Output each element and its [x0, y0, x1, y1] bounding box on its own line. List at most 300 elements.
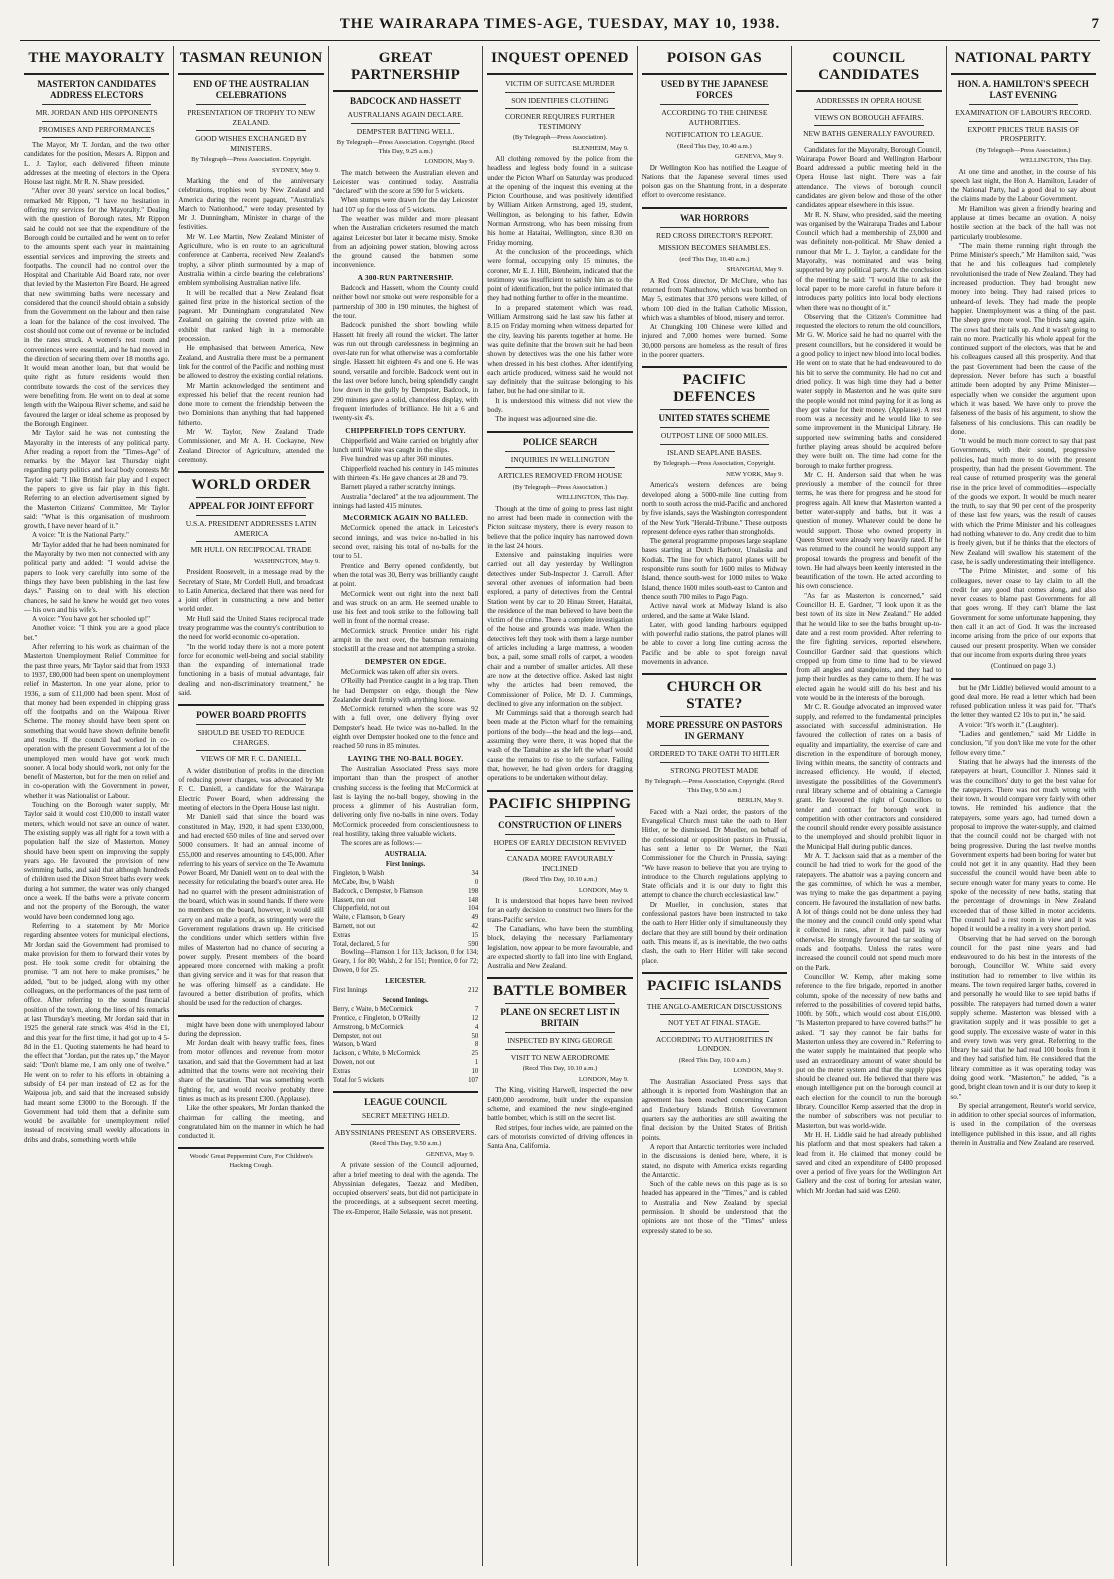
divider [351, 1124, 460, 1125]
paragraph: Barnett played a rather scratchy innings. [340, 483, 456, 492]
article-body [178, 177, 323, 465]
column-1 [20, 46, 174, 1566]
column-5 [638, 46, 792, 1566]
paragraph: The inquest was adjourned sine die. [495, 415, 597, 424]
score-row [333, 914, 478, 923]
paragraph: Marking the end of the anniversary celebrations, trophies won by New Zealand and America during the recent pageant, "Australia's March to Nationhood," were today presented by Mr J. Dunningham, Minister in charge of the festivities. [178, 177, 324, 232]
deck: EXAMINATION OF LABOUR'S RECORD. [955, 108, 1092, 117]
deck: PLANE ON SECRET LIST IN BRITAIN [500, 1007, 620, 1029]
paragraph: Mr Hull said the United States reciprocal trade treaty programme was the country's contribution to the need for world economic co-operation. [178, 614, 324, 642]
runs: 1 [474, 1058, 479, 1066]
deck: PROMISES AND PERFORMANCES [38, 124, 155, 134]
score-rows [333, 1006, 478, 1076]
columns [20, 46, 1100, 1566]
paragraph: Mr A. T. Jackson said that as a member of the council he had tried to work for the good of the ratepayers. The abattoir was a paying concern and the gas committee, of which he was a member, was trying to make the gas department a paying concern. He favoured the installation of new baths. A lot of things could not be done unless they had the money and the council could only spend what it collected in rates, after it had paid its way otherwise. He strongly favoured the tar sealing of roads and footpaths. Unless the rates were increased the council could not spend much more on the Park. [796, 852, 942, 972]
deck: CANADA MORE FAVOURABLY INCLINED [506, 854, 614, 873]
batsman: Dowen, not out [332, 1058, 375, 1066]
paragraph: "It would be much more correct to say that past Governments, with their sound, progressive policies, had much more to do with the present prosperity, than had the present Government. The real cause of returned prosperity was the general rise in the price level of commodities—especially of the goods we export. It would be much nearer the truth, to say that 90 per cent of the prosperity of these last few years, was the result of causes with which the Prime Minister and his colleagues had nothing whatever to do. Any credit due to him is freely given, but if he thinks that the electors of New Zealand will swallow his statement of the case, he is sadly underestimating their intelligence. [950, 437, 1096, 566]
paragraph: Mr C. H. Anderson said that when he was previously a member of the council for three terms, he was there for progress and he stood for progress again. All knew that Masterton wanted a better water-supply and baths, but it was a question of money. Whatever could be done he would support. Those who owned property in Queen Street were already very heavily rated. If he was returned to the council he would support any proposal towards the progress and benefit of the town. He had always been keenly interested in the beautification of the town. He acted according to his own conscience. [796, 470, 942, 591]
paragraph: At the conclusion of the proceedings, which were formal, occupying only 15 minutes, the coroner, Mr E. J. Hill, Blenheim, indicated that the testimony was insufficient to satisfy him as to the point of identification, but the police intimated that they had nothing further to offer in the meantime. [487, 247, 633, 303]
deck: UNITED STATES SCHEME [658, 413, 771, 424]
deck: HOPES OF EARLY DECISION REVIVED [493, 837, 627, 847]
divider [660, 745, 769, 746]
divider [660, 762, 769, 763]
score-team: LEICESTER. [385, 977, 426, 985]
paragraph: Prentice and Berry opened confidently, but when the total was 30, Berry was brilliantly caught at point. [332, 561, 479, 589]
batsman: McCabe, lbw, b Walsh [332, 878, 395, 886]
column-3 [329, 46, 483, 1566]
paragraph: Badcock and Hassett, whom the County could neither bowl nor smoke out were responsible for a partnership of 300 in 190 minutes, the highest of the tour. [332, 284, 479, 320]
divider [642, 972, 787, 974]
divider [178, 73, 323, 75]
credit-line: (By Telegraph—Press Association.) [512, 483, 608, 491]
paragraph: Badcock punished the short bowling while Hassett hit freely all round the wicket. The latter was run out through carelessness in beginning an over-late run for what otherwise was a comfortable single. Hassett hit eighteen 4's and one 6. He was sound, versatile and forcible. Badcock went out in the last over before lunch, being splendidly caught low down in the gully by Dempster, Badcock, in 290 minutes gave a solid, chanceless display, with frequent interludes of brilliance. He hit a 6 and twenty-six 4's. [332, 321, 479, 423]
paragraph: The King, visiting Harwell, inspected the new £400,000 aerodrome, built under the expansion scheme, and examined the new single-engined battle bomber, which is still on the secret list. [487, 1086, 633, 1123]
runs: 15 [471, 931, 479, 939]
deck: ACCORDING TO THE CHINESE AUTHORITIES. [661, 108, 768, 127]
score-row [333, 897, 478, 906]
divider [642, 207, 787, 209]
dateline: WASHINGTON, May 9. [254, 557, 320, 565]
divider [505, 108, 614, 109]
paragraph: Such of the cable news on this page as is so headed has appeared in the "Times," and is cabled to Australia and New Zealand by special permission. It should be understood that the opinions are not those of the "Times" unless expressly stated to be so. [641, 1180, 788, 1235]
divider [196, 515, 305, 516]
deck: MR HULL ON RECIPROCAL TRADE [190, 545, 312, 555]
headline-battle-bomber: BATTLE BOMBER [492, 983, 628, 1000]
paragraph: Australia "declared" at the tea adjournment. The innings had lasted 415 minutes. [332, 492, 479, 510]
deck: STRONG PROTEST MADE [670, 765, 759, 775]
paragraph: McCormick went out right into the next ball and was struck on an arm. He seemed unable to use his feet and took strike to the following ball well in front of the normal crease. [332, 589, 479, 626]
deck: SON IDENTIFIES CLOTHING [511, 95, 609, 105]
deck: AUSTRALIANS AGAIN DECLARE. [347, 110, 464, 119]
dateline: LONDON, May 9. [733, 1067, 784, 1075]
paragraph: McCormick struck Prentice under his right armpit in the next over, the batsman remaining stockstill at the crease and not attempting a stroke. [332, 626, 479, 654]
batsman: Prentice, c Fingleton, b O'Reilly [332, 1014, 421, 1022]
scorecard-leicester [333, 978, 478, 1086]
divider [178, 704, 323, 706]
deck: U.S.A. PRESIDENT ADDRESSES LATIN AMERICA [185, 519, 317, 538]
deck: ARTICLES REMOVED FROM HOUSE [497, 471, 623, 481]
bowling-figures: Bowling—Flamson 1 for 113; Jackson, 0 for 134; Geary, 1 for 80; Walsh, 2 for 151; Prentice, 0 for 72; Dowen, 0 for 25. [332, 949, 479, 974]
paragraph: A wider distribution of profits in the direction of reducing power charges, was advocated by Mr F. C. Daniell, a candidate for the Wairarapa Electric Power Board, when addressing the meeting of electors in the Opera House last night. [178, 766, 324, 813]
dateline: WELLINGTON, This Day. [1019, 157, 1092, 164]
deck: ABYSSINIANS PRESENT AS OBSERVERS. [334, 1127, 477, 1137]
runs: 0 [474, 878, 479, 886]
headline-national-party: NATIONAL PARTY [954, 50, 1092, 66]
paragraph: After referring to his work as chairman of the Masterton Unemployment Relief Committee for the past three years, Mr Taylor said that from 1933 to 1937, £80,000 had been spent on unemployment relief in Masterton. In one year alone, prior to 1936, a sum of £11,000 had been spent. Most of that money had been expended in chipping grass off the footpaths and on the Waipoua River Scheme. The money should have been spent on something that would have shown definite benefit and results. If the council had worked in co-operation with the present Government a lot of the unemployed men would have got work much sooner. A local body should work, not only for the benefit of Masterton, but for the men on relief and in co-operation with the Government in power, whether it was Nationalist or Labour. [24, 643, 170, 800]
paragraph: The general programme proposes large seaplane bases starting at Dutch Harbour, Unalaska and Kodiak. The line for which patrol planes will be responsible runs south for 1600 miles to Midway Island, thence south-west for 1000 miles to Wake Island, thence 1600 miles south-east to Canton and thence south 700 miles to Pago Pago. [641, 537, 788, 601]
divider [951, 678, 1096, 680]
paragraph: Mr W. Taylor, New Zealand Trade Commissioner, and Mr A. H. Cockayne, New Zealand Director of Agriculture, attended the ceremony. [178, 428, 324, 464]
divider [196, 724, 305, 725]
divider [505, 92, 614, 93]
headline-pacific-islands: PACIFIC ISLANDS [647, 977, 782, 994]
deck: ORDERED TO TAKE OATH TO HITLER [649, 749, 780, 759]
deck: INSPECTED BY KING GEORGE [507, 1036, 613, 1046]
paragraph: Mr C. R. Goudge advocated an improved water supply, and referred to the fundamental principles associated with successful administration. He favoured the collection of rates on a basis of equality and impartiality, the exercise of care and discretion in the expenditure of borough money, living within means, the sanctity of contracts and increased efficiency. He would, if elected, investigate the possibilities of the Government's rural library scheme and of obtaining a Carnegie grant. He favoured the right of Councillors to tender and contract for borough work in competition with other contractors and considered the council should render every possible assistance to the unemployed and should prohibit liquor in the Municipal Hall during public dances. [796, 703, 942, 851]
score-row [333, 1068, 478, 1077]
paragraph: Faced with a Nazi order, the pastors of the Evangelical Church must take the oath to Herr Hitler, or be dismissed. Dr Mueller, on behalf of the confessional or opposition pastors in Prussia, has sent a letter to Dr Werner, the Nazi Commissioner for the Church in Prussia, saying: "We have reason to believe that you are trying to introduce to the Church regulations applying to State officials and it is our duty to fight this attempt to chance the church ecclesiastical law." [641, 807, 788, 900]
headline-inquest-opened: INQUEST OPENED [491, 50, 629, 66]
paragraph: Stating that he always had the interests of the ratepayers at heart, Councillor J. Ninnes said it was the councillors' duty to get the best value for the ratepayers. There was not much wrong with their town. It would compare very fairly with other towns. He reminded his audience that the ratepayers, some years ago, had turned down a proposal to improve the water-supply, and claimed that the council could not be charged with not being progressive. During the last twelve months Government experts had been boring for water but could not get it in any quantity. Had they been successful the council would have been able to secure enough water for many years to come. He spoke of the necessity of new baths, stating that the percentage of drownings in New Zealand exceeded that of those killed in motor accidents. The council had a rest room in view and it was hoped it would be a reality in a very short period. [950, 757, 1096, 934]
paragraph: Mr Taylor said he was not contesting the Mayoralty in the interests of any political party. After reading a report from the "Times-Age" of remarks by the Mayor last Thursday night regarding party politics and local body contests Mr Taylor said: "I like British fair play and I expect the papers to give us fair play in this fight. Referring to an election advertisement signed by the Masterton Citizens' Committee, Mr Taylor said: "What is this organisation of mushroom growth, I have never heard of it." [24, 429, 170, 531]
paragraph: At Chungking 100 Chinese were killed and injured and 7,000 homes were burned. Some 30,000 persons are homeless as the result of fires in the poorer quarters. [641, 323, 788, 360]
divider [487, 790, 632, 792]
paragraph: Mr R. N. Shaw, who presided, said the meeting was organised by the Wairarapa Trades and Labour Council which had a membership of 23,000 and was definitely non-political. Mr Shaw denied a rumour that Mr L. J. Taylor, a candidate for the Mayoralty, was nominated and was being supported by any political party. At the conclusion of the meeting he said: "I would like to ask the local paper to be more careful in future before it introduces party politics into local body elections when there was no thought of it." [796, 210, 942, 312]
score-rows [333, 870, 478, 940]
headline-great-partnership: GREAT PARTNERSHIP [350, 50, 461, 83]
dateline: LONDON, May 9. [578, 1075, 629, 1083]
batsman: Waite, c Flamson, b Geary [332, 914, 406, 922]
article-body [487, 155, 632, 425]
divider [660, 409, 769, 410]
article-body [333, 437, 478, 511]
score-row [333, 888, 478, 897]
deck: MORE PRESSURE ON PASTORS IN GERMANY [646, 720, 783, 742]
headline-poison-gas: POISON GAS [666, 50, 762, 66]
divider [42, 137, 151, 138]
divider [814, 142, 923, 143]
runs: 42 [471, 922, 479, 930]
paragraph: Chipperfield reached his century in 145 minutes with thirteen 4's. He gave chances at 28 and 79. [332, 464, 479, 482]
dateline: LONDON, May 9. [578, 886, 629, 894]
paragraph: The weather was milder and more pleasant when the Australian cricketers resumed the match against Leicester but later it became misty. Smoke from an adjoining power station, blowing across the ground caused the batsmen some inconvenience. [332, 214, 479, 270]
paragraph: Mr H. H. Liddle said he had already published his platform and that most speakers had taken a lead from it. He claimed that money could be saved and cited an expenditure of £400 proposed over a period of five years for the Wellington Art Gallery and the cost of boring for artesian water, which Mr Jordan had said was £260. [796, 1130, 942, 1195]
divider [505, 850, 614, 851]
paragraph: A Red Cross director, Dr McClure, who has returned from Nanhuchow, which was bombed on May 5, estimates that 370 persons were killed, of whom 100 died in the Italian Catholic Mission, which was a shambles of blood, misery and terror. [641, 276, 788, 322]
divider [333, 90, 478, 92]
continued-notice: (Continued on page 3.) [990, 662, 1056, 671]
batsman: Chipperfield, not out [332, 905, 390, 913]
paragraph: Another voice: "I think you are a good place bet." [24, 624, 170, 642]
headline-league-council: LEAGUE COUNCIL [364, 1097, 447, 1108]
deck: INQUIRIES IN WELLINGTON [510, 454, 610, 464]
paragraph: Mr Jordan dealt with heavy traffic fees, fines from motor offences and revenue from motor taxation, and said that the Government had at last admitted that the towns were not receiving their share of the taxation. That was something worth fighting for, and would receive probably three times as much as its present £300. (Applause). [178, 1039, 324, 1103]
headline-tasman-reunion: TASMAN REUNION [179, 50, 323, 66]
divider [969, 121, 1078, 122]
paragraph: It will be recalled that a New Zealand float gained first prize in the historical section of the pageant. Mr Dunningham congratulated New Zealand on gaining the coveted prize with an exhibit that ranked high in a memorable procession. [178, 288, 324, 344]
dateline: GENEVA, May 9. [426, 1150, 475, 1158]
paragraph: "The Prime Minister, and some of his colleagues, never cease to lay claim to all the credit for any good that comes along, and also never ceases to blame past Governments for all that goes wrong. If they can't blame the last Government for some unfortunate happening, they then call it an act of God. It was the increased income arising from the price of our exports that caused our present prosperity. When we consider that our income from exports during three years [950, 567, 1096, 659]
masthead-title: THE WAIRARAPA TIMES-AGE, TUESDAY, MAY 10, 1938. [339, 16, 781, 32]
paragraph: At one time and another, in the course of his speech last night, the Hon A. Hamilton, Leader of the National Party, had a good deal to say about the claims made by the Labour Government. [950, 167, 1096, 204]
deck: MISSION BECOMES SHAMBLES. [658, 243, 771, 253]
dateline: BERLIN, May 9. [737, 797, 784, 805]
runs: 25 [471, 1050, 479, 1058]
column-2 [174, 46, 328, 1566]
paragraph: Mr Hamilton was given a friendly hearing and applause at times became an ovation. A noisy hostile section at the back of the hall was not particularly troublesome. [950, 204, 1096, 241]
runs: 4 [474, 1023, 479, 1031]
score-row [333, 1050, 478, 1059]
score-row [333, 1041, 478, 1050]
paragraph: Dr Wellington Koo has notified the League of Nations that the Japanese several times used poison gas on the Shantung front, in a desperate effort to overcome resistance. [641, 163, 788, 200]
paragraph: Mr Martin acknowledged the sentiment and expressed his belief that the recent reunion had done more to cement the friendship between the two Dominions than anything that had happened hitherto. [178, 381, 324, 427]
credit-line: By Telegraph.—Press Association, Copyright. (Recd This Day, 9.50 a.m.) [644, 778, 784, 794]
batsman: Watson, b Ward [332, 1041, 376, 1049]
paragraph: By special arrangement, Reuter's world service, in addition to other special sources of information, is used in the compilation of the overseas intelligence published in this issue, and all rights therein in Australia and New Zealand are reserved. [950, 1101, 1096, 1148]
article-body [642, 1078, 787, 1236]
score-total-value: 590 [468, 940, 479, 948]
scorecard-australia [333, 851, 478, 976]
batsman: Extras [332, 931, 351, 939]
article-body [642, 808, 787, 966]
paragraph: Mr Taylor added that he had been nominated for the Mayoralty by two men not connected with any political party and added: "I would advise the papers to look very carefully into some of the things they have been publishing in the last few days." Passing on to deal with his election chances, he said he knew he would get two votes — his own and his wife's. [24, 540, 170, 614]
divider [814, 125, 923, 126]
paragraph: Dr Mueller, in conclusion, states that confessional pastors have been instructed to take the oath to Herr Hitler only if simultaneously they declare that they are still bound by their ordination oath. This means if, as is inevitable, the two oaths clash, the oath to Herr Hitler will take second place. [641, 900, 788, 965]
divider [660, 427, 769, 428]
article-body [333, 668, 478, 752]
article-body [951, 684, 1096, 1149]
paragraph: Observing that the Citizen's Committee had requested the electors to return the old councillors, Mr G. W. Morice said he had no quarrel with the present councillors, but he considered it would be a good policy to inject new blood into local bodies. He went on to state that he had endeavoured to do his bit to serve the community. He had no cut and dried policy. It was high time they had a better water supply in Masterton and he was quite sure the people would not mind paying for it as long as they got value for their money. (Applause). A rest room was a necessity and he would like to see some improvement in the Municipal Library. He supported new swimming baths and considered further playing areas should be acquired before they were built on. The time had come for the borough to make further progress. [796, 312, 942, 470]
divider [969, 104, 1078, 105]
divider [178, 1147, 323, 1149]
runs: 148 [468, 896, 479, 904]
divider [196, 750, 305, 751]
paragraph: Mr Daniell said that since the board was constituted in May, 1920, it had spent £330,000, and had erected 650 miles of line and served over 5000 consumers. It had an annual income of £55,000 and reserves amounting to £45,000. After referring to his years of service on the Te Awamutu Power Board, Mr Daniell went on to deal with the necessity for reticulating the board's outer area. He had no quarrel with the present administration of the board, which was in sound hands. If there were no members on the board, however, it would still carry on and make a profit, as stringently were the Government regulations drawn up. He criticised the conditions under which settlers within five miles of Masterton had no chance of securing a power supply. Present members of the board appeared more concerned with making a profit than giving service and it was for that reason that he was offering himself as a candidate. He favoured a better distribution of profits, which should be used for the reduction of charges. [178, 813, 324, 1008]
deck: EXPORT PRICES TRUE BASIS OF PROSPERITY. [967, 124, 1080, 143]
article-body [487, 897, 632, 971]
article-body [178, 767, 323, 1009]
headline-church-or-state: CHURCH OR STATE? [666, 679, 763, 713]
dateline: BLENHEIM, May 9. [572, 144, 629, 152]
deck: MR. JORDAN AND HIS OPPONENTS [35, 108, 158, 117]
credit-line: By Telegraph—Press Association. Copyright. (Recd This Day, 9.25 a.m.) [336, 139, 475, 155]
paragraph: The scores are as follows:— [340, 839, 422, 848]
credit-line: (Recd This Day, 10.10 a.m.) [522, 1065, 598, 1073]
paragraph: might have been done with unemployed labour during the depression. [178, 1020, 324, 1038]
paragraph: A report that Antarctic territories were included in the discussions is denied here, where, it is stated, no dispute with America exists regarding the Antarctic. [641, 1142, 788, 1179]
batsman: Badcock, c Dempster, b Flamson [332, 887, 423, 895]
deck: VICTIM OF SUITCASE MURDER [505, 79, 615, 88]
paragraph: President Roosevelt, in a message read by the Secretary of State, Mr Cordell Hull, and broadcast to Latin America, declared that there was need for a joint effort in constructing a new and better world order. [178, 568, 324, 614]
score-total [333, 1077, 478, 1086]
deck: VISIT TO NEW AERODROME [510, 1052, 610, 1062]
deck: USED BY THE JAPANESE FORCES [660, 79, 769, 100]
deck: END OF THE AUSTRALIAN CELEBRATIONS [193, 79, 310, 100]
divider [951, 73, 1096, 75]
headline-council-candidates: COUNCIL CANDIDATES [818, 50, 920, 83]
divider [178, 471, 323, 473]
divider [196, 130, 305, 131]
score-row [333, 1024, 478, 1033]
dateline: LONDON, May 9. [424, 158, 475, 165]
divider [660, 444, 769, 445]
headline-pacific-shipping: PACIFIC SHIPPING [488, 795, 632, 812]
masthead [20, 14, 1100, 41]
dateline: SHANGHAI, May 9. [726, 266, 784, 274]
article-body [333, 169, 478, 271]
paragraph: Mr W. Lee Martin, New Zealand Minister of Agriculture, who is en route to an agricultural conference at Canberra, received New Zealand's trophy, a silver plinth surmounted by a map of Australia within a circle bearing the celebrations' emblem symbolising Australian native life. [178, 232, 324, 288]
divider [660, 998, 769, 999]
credit-line: (Recd This Day, 9.50 a.m.) [369, 1140, 442, 1148]
paragraph: Though at the time of going to press last night no arrest had been made in connection with the Picton suitcase mystery, there is every reason to believe that the police inquiry has narrowed down in the last 24 hours. [487, 504, 633, 550]
runs: 34 [471, 870, 479, 878]
headline-mayoralty: THE MAYORALTY [28, 50, 165, 66]
advertisement: Woods' Great Peppermint Cure, For Children's Hacking Cough. [189, 1153, 313, 1169]
paragraph: Later, with good landing harbours equipped with powerful radio stations, the patrol planes will be able to cover a long line cutting across the Pacific and be able to spot foreign naval movements in advance. [641, 620, 788, 666]
divider [642, 73, 787, 75]
paragraph: "After over 30 years' service on local bodies," remarked Mr Rippon, "I have no hesitation in offering my services for the Mayoralty." Dealing with the question of Borough rates, Mr Rippon said he could not see that the expenditure of the Borough could be curtailed and he went on to refer to the amounts spent each year in maintaining essential services and improving the streets and footpaths. The council had no control over the Hospital and Charitable Aid Board rate, nor over that levied by the Masterton Fire Board. He agreed that new swimming baths were necessary and considered that the council should obtain a subsidy from the Government on the labour and then raise a loan for the balance of the cost involved. The cost should not come out of revenue or be included in the rates struck. A women's rest room and conveniences were essential, and he had moved in the direction of securing them over 18 months ago. It would mean another loan, but that would be quite right as future residents would then contribute towards the cost of the services they were benefiting from. He went on to deal at some length with the Waipoua River scheme, and said he favoured the larger or ideal scheme as proposed by the Borough Engineer. [24, 187, 170, 428]
score-row [333, 905, 478, 914]
column-4 [483, 46, 637, 1566]
runs: 104 [468, 905, 479, 913]
divider [333, 1091, 478, 1093]
paragraph: It is understood that hopes have been revived for an early decision to construct two liners for the trans-Pacific service. [487, 897, 633, 924]
divider [642, 366, 787, 368]
paragraph: The Mayor, Mr T. Jordan, and the two other candidates for the position, Messrs A. Rippon and L. J. Taylor, each delivered fifteen minute addresses at the meeting of electors in the Opera House last night. Mr R. N. Shaw presided. [24, 141, 170, 187]
deck: MASTERTON CANDIDATES ADDRESS ELECTORS [37, 79, 157, 100]
credit-line: (Recd This Day, 10.40 a.m.) [677, 142, 752, 150]
headline-power-board: POWER BOARD PROFITS [196, 710, 307, 721]
subheading: CHIPPERFIELD TOPS CENTURY. [345, 426, 466, 435]
paragraph: Active naval work at Midway Island is also ordered, and the same at Wake Island. [641, 602, 788, 620]
dateline: NEW YORK, May 9. [726, 470, 784, 478]
paragraph: Red stripes, four inches wide, are painted on the cars of motorists convicted of driving offences in Santa Ana, California. [487, 1123, 633, 1151]
paragraph: "As far as Masterton is concerned," said Councillor H. E. Gardner, "I look upon it as the best town of its size in New Zealand." He added that he would like to see the baths brought up-to-date and a rest room provided. After referring to the fire fighting services, reported elsewhere, Councillor Gardner said that questions which cropped up from time to time had to be viewed from all angles and standpoints, and they had to jump their hurdles as they came to them. If he was elected again he would still do his best and his vote would be in the interests of the borough. [796, 591, 942, 703]
paragraph: A private session of the Council adjourned, after a brief meeting to deal with the agenda. The Abyssinian delegates, Taezaz and Mediben, occupied observers' seats, but did not participate in the proceedings, at a subsequent secret meeting. The ex-Emperor, Haile Selassie, was not present. [332, 1161, 479, 1216]
paragraph: McCormick was taken off after six overs. [340, 667, 459, 676]
deck: ACCORDING TO AUTHORITIES IN LONDON. [655, 1034, 773, 1054]
paragraph: Referring to a statement by Mr Morice regarding absentee voters for municipal elections, Mr Jordan said the Government had promised to make provision for them to forward their votes by post. He took some credit for obtaining the promise. "I am not here to make promises," he added, "but to be judged, along with my other colleagues, on the performances of the past term of office. After referring to the sound financial position of the town, along the lines of his remarks at last Thursday's meeting, Mr Jordan said that in 1925 the general rate struck was 4½d in the £1, and this year for the first time, it had got up to 4 5-8d in the £1. Quoting statements he had heard to the effect that "Jordan, put the rates up," the Mayor said: "Don't blame me, I am only one of twelve." He went on to refer to his efforts in obtaining a subsidy of £4 per man instead of £2 as for the Waipoua job, and said that the increased subsidy had meant some £3000 to the Borough. If the Government had told them that a definite sum would be available for unemployment relief instead of receiving small weekly allocations in dribs and drabs, something worth while [24, 921, 170, 1144]
deck: PRESENTATION OF TROPHY TO NEW ZEALAND. [187, 108, 316, 127]
paragraph: He emphasised that between America, New Zealand, and Australia there must be a permanent link for the control of the Pacific and nothing must be allowed to destroy the existing cordial relations. [178, 344, 324, 381]
article-body [333, 524, 478, 654]
divider [660, 104, 769, 105]
runs: 49 [471, 914, 479, 922]
score-total-value: 107 [468, 1076, 479, 1084]
column-7 [947, 46, 1100, 1566]
score-total [333, 941, 478, 950]
paragraph: O'Reilly had Prentice caught in a leg trap. Then he had Dempster on edge, though the New Zealander dealt firmly with anything loose. [332, 677, 479, 704]
score-first-value: 212 [468, 986, 479, 994]
score-first-innings [333, 987, 478, 996]
score-innings: First Innings. [385, 861, 426, 869]
deck: OUTPOST LINE OF 5000 MILES. [660, 431, 768, 441]
divider [178, 1015, 323, 1017]
runs: 12 [471, 1014, 479, 1022]
paragraph: A voice: "It is the National Party." [32, 531, 129, 540]
divider [660, 227, 769, 228]
paragraph: The match between the Australian eleven and Leicester was continued today. Australia "declared" with the score at 590 for 5 wickets. [332, 168, 479, 196]
paragraph: Observing that he had served on the borough council for the past nine years and had endeavoured to do his best in the interests of the borough, Councillor W. White said every institution had to remember to live within its means. The town required larger baths, covered in and personally he would like to see tepid baths if possible. The ratepayers had turned down a water supply scheme. Masterton was blessed with a gravitation supply and it was possible to get a good supply. The excessive waste of water in this and every town was very great. Referring to the library he said that he had read 100 books from it and they had satisfied him. He considered that the library committee as it was operating today was doing good work. "Masterton," he added, "is a good, bright clean town and it is our duty to keep it so." [950, 934, 1096, 1101]
divider [660, 716, 769, 717]
paragraph: McCormick returned when the score was 92 with a full over, one delivery flying over Dempster's head. He twice was no-balled. In the eighth over Dempster hooked one to the fence and reached 50 runs in 85 minutes. [332, 705, 479, 751]
batsman: Jackson, c White, b McCormick [332, 1050, 421, 1058]
deck: DEMPSTER BATTING WELL. [356, 126, 455, 136]
credit-line: By Telegraph.—Press Association, Copyright. [653, 460, 776, 468]
article-body [333, 284, 478, 423]
credit-line: (By Telegraph—Press Association). [512, 134, 608, 141]
paragraph: America's western defences are being developed along a 5000-mile line cutting from north to south across the mid-Pacific and anchored by five islands, says the Washington correspondent of the New York "Herald-Tribune." These outposts represent defence eyes rather than strongholds. [641, 481, 788, 536]
subheading: McCORMICK AGAIN NO BALLED. [342, 514, 469, 523]
batsman: Fingleton, b Walsh [332, 870, 385, 878]
article-body [487, 1086, 632, 1151]
score-row [333, 923, 478, 932]
paragraph: Chipperfield and Waite carried on brightly after lunch until Waite was caught in the slips. [332, 436, 479, 455]
runs: 7 [474, 1006, 479, 1014]
runs: 50 [471, 1032, 479, 1040]
deck: NOTIFICATION TO LEAGUE. [665, 130, 764, 139]
divider [196, 497, 305, 498]
score-row [333, 932, 478, 941]
article-body [333, 765, 478, 849]
deck: APPEAL FOR JOINT EFFORT [188, 501, 314, 512]
deck: HON. A. HAMILTON'S SPEECH LAST EVENING [957, 79, 1089, 100]
divider [487, 431, 632, 433]
credit-line: (Recd This Day, 10.0 a.m.) [678, 1056, 751, 1064]
batsman: Extras [332, 1067, 351, 1075]
article-body [178, 568, 323, 698]
batsman: Berry, c Waite, b McCormick [332, 1006, 413, 1014]
dateline: WELLINGTON, This Day. [556, 494, 629, 502]
headline-pacific-defences: PACIFIC DEFENCES [673, 372, 756, 406]
headline-police-search: POLICE SEARCH [522, 436, 598, 447]
divider [505, 1049, 614, 1050]
paragraph: The Australian Associated Press says that although it is reported from Washington that an agreement has been reached concerning Canton and Enderbury Islands British Government quarters say the authorities are still awaiting the final decision by the United States of British points. [641, 1077, 788, 1142]
deck: VIEWS OF MR F. C. DANIELL. [200, 754, 302, 764]
deck: GOOD WISHES EXCHANGED BY MINISTERS. [195, 134, 308, 153]
divider [196, 541, 305, 542]
article-body [951, 168, 1096, 661]
score-row [333, 1033, 478, 1042]
divider [487, 977, 632, 979]
headline-world-order: WORLD ORDER [191, 477, 311, 494]
paragraph: Touching on the Borough water supply, Mr Taylor said it would cost £10,000 to install water meters, which would not save an ounce of water. The existing supply was all right for a town with a population half the size of Masterton. Money should have been spent on improving the supply years ago. He favoured the provision of new swimming baths, and said that although hundreds of children used the Dixon Street baths every week during a hot summer, the water was only changed once a week. If the baths were a private concern and not the property of the Borough, the water would have been condemned long ago. [24, 801, 170, 921]
score-row [333, 1015, 478, 1024]
score-row [333, 879, 478, 888]
deck: ISLAND SEAPLANE BASES. [666, 447, 762, 457]
divider [660, 1031, 769, 1032]
article-body [333, 1161, 478, 1217]
deck: ADDRESSES IN OPERA HOUSE [815, 96, 922, 105]
dateline: SYDNEY, May 9. [271, 166, 320, 174]
paragraph: McCormick opened the attack in Leicester's second innings, and was twice no-balled in his second over, raising his total of no-balls for the tour to 51. [332, 524, 479, 561]
paragraph: The Australian Associated Press says more important than than the prospect of another crushing success is the feeling that McCormick at last is laying the no-ball bogey, showing in the process a glimmer of his Australian form, delivering only five no-balls in nine overs. Today McCormick proceeded from conscientiousness to real hostility, taking three valuable wickets. [332, 764, 479, 838]
score-row [333, 870, 478, 879]
credit-line: (By Telegraph—Press Association.) [976, 146, 1071, 154]
subheading: DEMPSTER ON EDGE. [364, 657, 447, 666]
divider [24, 73, 169, 75]
paragraph: Candidates for the Mayoralty, Borough Council, Wairarapa Power Board and Wellington Harbour Board addressed a public meeting held in the Opera House last night. There was a fair attendance. The views of borough council candidates are given below and those of the other candidates appear elsewhere in this issue. [796, 145, 942, 210]
credit-line: (Recd This Day, 10.10 a.m.) [522, 876, 598, 884]
paragraph: Extensive and painstaking inquiries were carried out all day yesterday by Wellington detectives under Sub-Inspector J. Carroll. After several other avenues of information had been explored, a party of detectives from the Central Station went by car to 20 Hinau Street, Hataitai, the residence of the man believed to have been the victim of the crime. There a complete investigation of the house and grounds was made. When the detectives left they took with them a large number of articles including a large mattress, a wooden box, a pail, some small rolls of carpet, a wooden chair and a number of smaller articles. All these are now at the detective office. Asked last night why the articles had been removed, the Commissioner of Police, Mr D. J. Cummings, declined to give any information on the subject. [487, 551, 633, 708]
paragraph: When stumps were drawn for the day Leicester had 107 up for the loss of 5 wickets. [332, 196, 479, 214]
runs: 10 [471, 1067, 479, 1075]
divider [505, 816, 614, 817]
paragraph: "The main theme running right through the Prime Minister's speech," Mr Hamilton said, "was that he and his colleagues had completely revolutionised the trade of New Zealand. They had increased production. They had brought new money into being. They had raised prices to unheard-of levels. They had made the people happier. Unemployment was a thing of the past. The sheep grew more wool. The birds sang again. The cows had their tails up. And it wasn't going to rain no more. Practically his whole appeal for the continued support of the electors, was that he and his colleagues caused all this prosperity. And that the past Government had been the cause of the depression. Never before has such a boastful attitude been adopted by any Prime Minister—especially when we consider the argument upon which it was based. We have only to prove the falseness of the basis of his argument, to show the falseness of his conclusions. This can readily be done. [950, 241, 1096, 436]
article-body [24, 141, 169, 1145]
paragraph: but he (Mr Liddle) believed would amount to a good deal more. He read a letter which had been refused publication unless it was paid for. "That's the letter they wanted £2 10s to put in," he said. [950, 683, 1096, 720]
deck: RED CROSS DIRECTOR'S REPORT. [655, 230, 773, 240]
subheading: LAYING THE NO-BALL BOGEY. [347, 754, 464, 763]
headline-war-horrors: WAR HORRORS [680, 212, 749, 223]
deck: SHOULD BE USED TO REDUCE CHARGES. [197, 728, 305, 747]
score-team: AUSTRALIA. [384, 850, 427, 858]
credit-line: (ecd This Day, 10.40 a.m.) [679, 255, 750, 263]
paragraph: A voice: "It's worth it." (Laughter). [958, 720, 1058, 729]
batsman: Barnett, not out [332, 922, 376, 930]
deck: NEW BATHS GENERALLY FAVOURED. [803, 129, 935, 138]
article-body [796, 146, 941, 1197]
deck: THE ANGLO-AMERICAN DISCUSSIONS [646, 1001, 782, 1011]
paragraph: It is understood this witness did not view the body. [487, 396, 633, 415]
page-number: 7 [1091, 16, 1100, 32]
divider [196, 104, 305, 105]
paragraph: Mr Cummings said that a thorough search had been made at the Picton wharf for the remaining portions of the body—the head and the legs—and, assuming they were there, it was hoped that the wash of the Tamahine as she left the wharf would cause the remains to rise to the surface. Failing that, however, he had given orders for dragging operations to be undertaken without delay. [487, 709, 633, 783]
divider [796, 90, 941, 92]
paragraph: Like the other speakers, Mr Jordan thanked the chairman for calling the meeting, and congratulated him on the manner in which he had conducted it. [178, 1104, 324, 1141]
dateline: GENEVA, May 9. [734, 153, 784, 160]
